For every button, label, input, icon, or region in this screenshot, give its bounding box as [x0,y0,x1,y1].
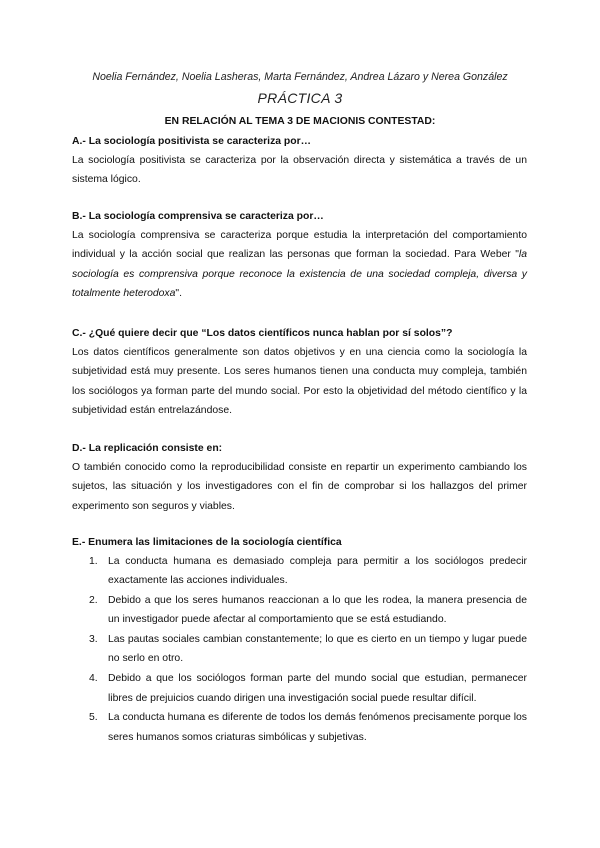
list-item-number: 1. [89,556,98,567]
list-item-number: 4. [89,673,98,685]
weber-quote: la sociología es comprensiva porque reconoce la existencia de una sociedad compleja, diversa y totalmente heterodoxa [72,249,527,299]
section-a-body: La sociología positivista se caracteriza por la observación directa y sistemática a través de un sistema lógico. [72,155,527,186]
section-b-body-end: ". [175,287,182,299]
authors-line: Noelia Fernández, Noelia Lasheras, Marta Fernández, Andrea Lázaro y Nerea González [92,71,508,83]
list-item [72,591,527,630]
section-e-heading: E.- Enumera las limitaciones de la sociología científica [72,537,342,548]
section-d-heading: D.- La replicación consiste en: [72,443,223,454]
section-d [72,439,527,516]
section-b-heading: B.- La sociología comprensiva se caracteriza por… [72,211,324,222]
list-item-text: Debido a que los seres humanos reaccionan a lo que les rodea, la manera presencia de un investigador puede afectar al comportamiento que se está estudiando. [108,595,527,626]
section-b [72,207,527,303]
list-item-text: Debido a que los sociólogos forman parte del mundo social que estudian, permanecer libres de prejuicios cuando dirigen una investigación social puede resultar difícil. [108,673,527,704]
list-item [72,630,527,669]
section-b-body-text: La sociología comprensiva se caracteriza porque estudia la interpretación del comportamiento individual y la acción social que realizan las personas que forman la sociedad. Para Weber " [72,230,527,261]
list-item-number: 5. [89,712,98,724]
section-c [72,324,527,420]
section-a-heading: A.- La sociología positivista se caracteriza por… [72,136,312,147]
section-e [72,533,527,747]
list-item-text: Las pautas sociales cambian constantemente; lo que es cierto en un tiempo y lugar puede no serlo en otro. [108,634,527,665]
section-c-body: Los datos científicos generalmente son datos objetivos y en una ciencia como la sociología la subjetividad está muy presente. Los seres humanos tienen una conducta muy compleja, también los sociólogos ya forman parte del mundo social. Por esto la objetividad del método científico y la subjetividad están entrelazándose. [72,347,527,416]
list-item-number: 2. [89,595,98,607]
section-a [72,132,527,190]
page-title: PRÁCTICA 3 [257,90,343,106]
section-b-body [72,226,527,303]
list-item [72,708,527,747]
list-item-text: La conducta humana es diferente de todos los demás fenómenos precisamente porque los seres humanos somos criaturas simbólicas y subjetivas. [108,712,527,743]
section-c-heading: C.- ¿Qué quiere decir que “Los datos científicos nunca hablan por sí solos”? [72,328,453,339]
list-item-text: La conducta humana es demasiado compleja para permitir a los sociólogos predecir exactamente las acciones individuales. [108,556,527,587]
page-subtitle: EN RELACIÓN AL TEMA 3 DE MACIONIS CONTESTAD: [164,116,436,127]
section-d-body: O también conocido como la reproducibilidad consiste en repartir un experimento cambiando los sujetos, las situación y los investigadores con el fin de comprobar si los hallazgos del primer experimento son seguros y viables. [72,462,527,512]
list-item [72,552,527,591]
limitations-list [72,552,527,747]
list-item [72,669,527,708]
list-item-number: 3. [89,634,98,646]
